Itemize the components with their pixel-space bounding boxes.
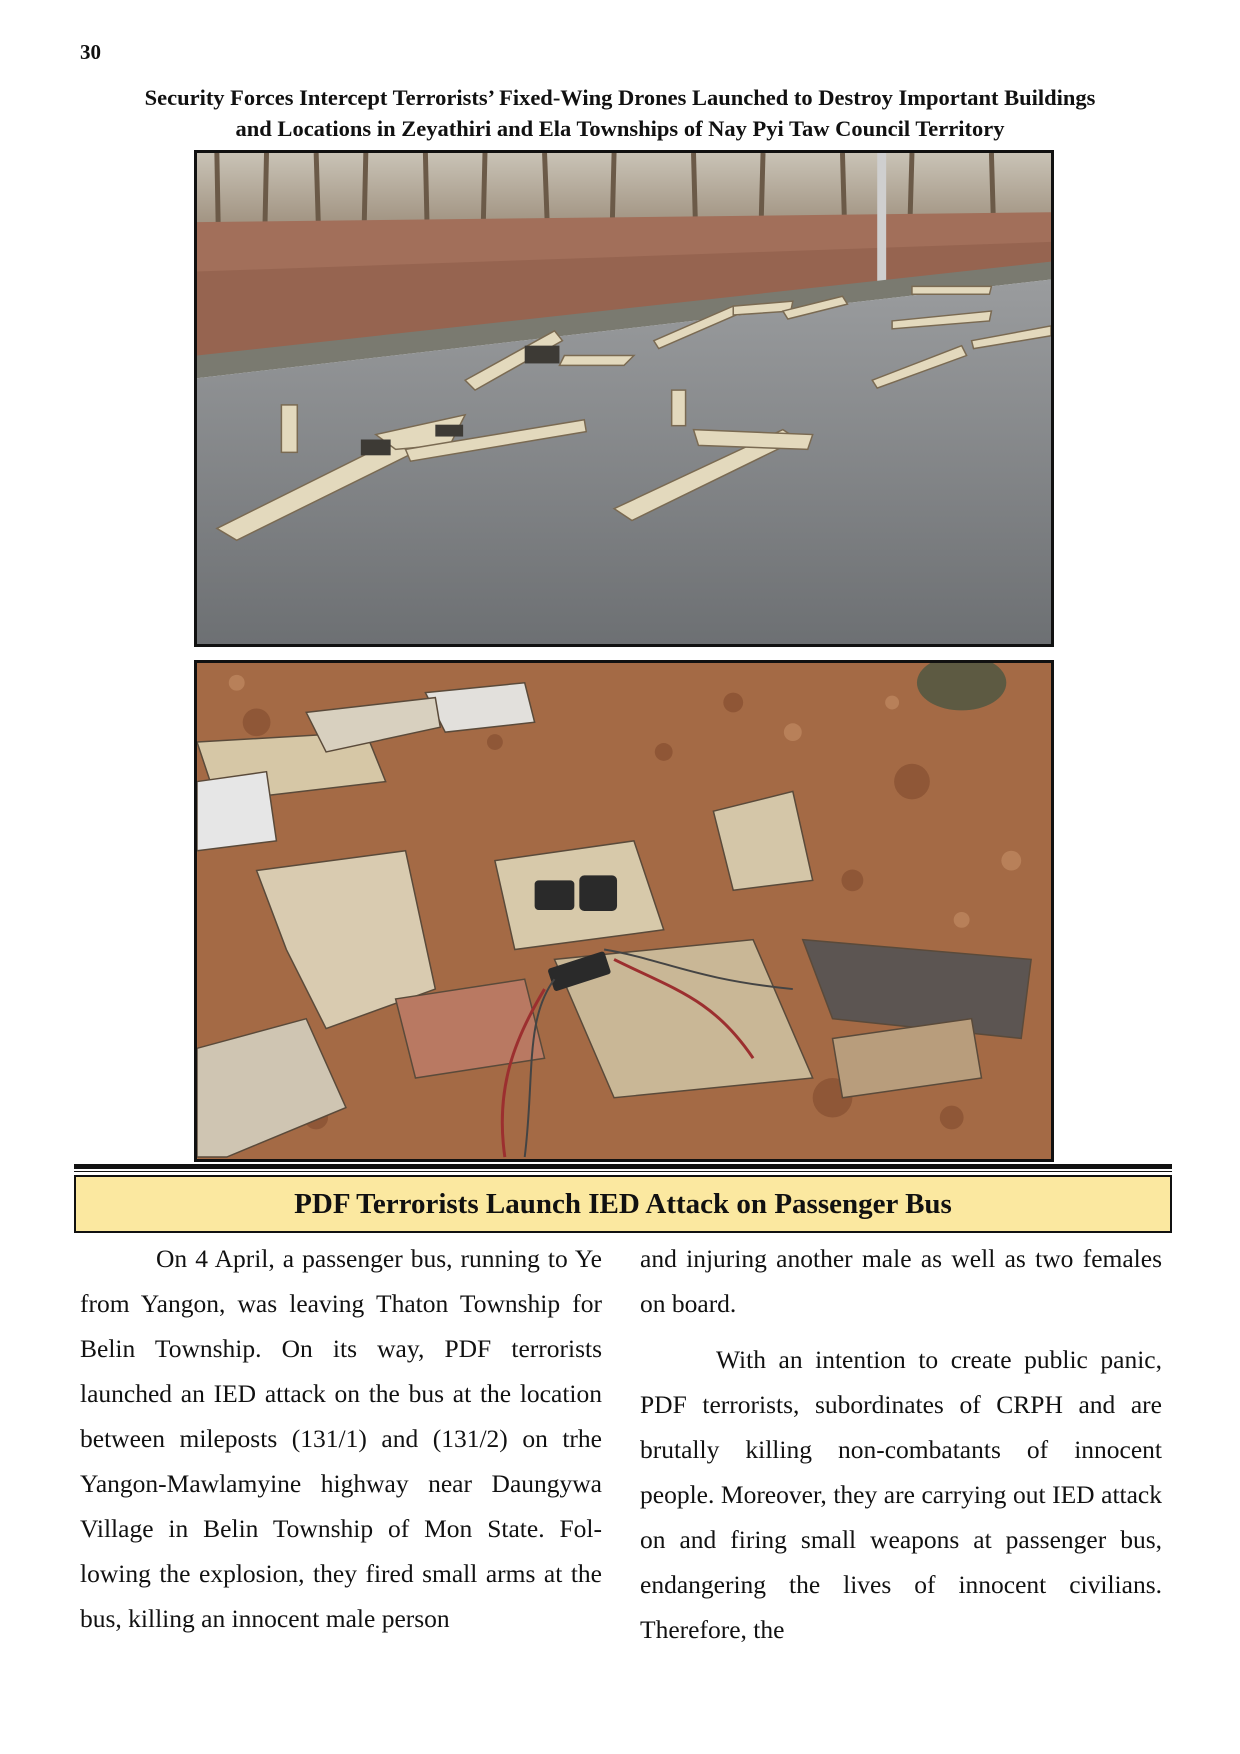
headline-line-1: Security Forces Intercept Terrorists’ Fixed-Wing Drones Launched to Destroy Important Buildings <box>144 85 1096 110</box>
headline-line-2: and Locations in Zeyathiri and Ela Townships of Nay Pyi Taw Council Territory <box>235 116 1005 141</box>
photo-drones-on-road <box>194 150 1054 647</box>
article-paragraph-continued: and injuring another male as well as two females on board. <box>640 1244 1162 1318</box>
section-heading-banner <box>74 1175 1172 1233</box>
article-paragraph: With an intention to create public panic, PDF terrorists, subordinates of CRPH and are brutally killing non-combatants of innocent people. Moreover, they are carrying out IED attack on and firing small weapons at passenger bus, endangering the lives of innocent civilians. Therefore, the <box>640 1345 1162 1644</box>
article-column-right <box>640 1236 1162 1652</box>
section-heading: PDF Terrorists Launch IED Attack on Passenger Bus <box>294 1187 952 1220</box>
section-divider <box>74 1164 1172 1169</box>
section-divider-thin <box>74 1171 1172 1172</box>
article-column-left <box>80 1236 602 1641</box>
photo-drone-wreckage <box>194 660 1054 1162</box>
article-paragraph: On 4 April, a passenger bus, running to Ye from Yangon, was leaving Thaton Township for Belin Township. On its way, PDF terrorists launched an IED attack on the bus at the location between mileposts (131/1) and (131/2) on trhe Yangon-Mawlamyine highway near Daungywa Village in Belin Township of Mon State. Following the explosion, they fired small arms at the bus, killing an innocent male person <box>80 1244 602 1633</box>
article-headline <box>60 82 1180 144</box>
page-number: 30 <box>80 40 101 64</box>
